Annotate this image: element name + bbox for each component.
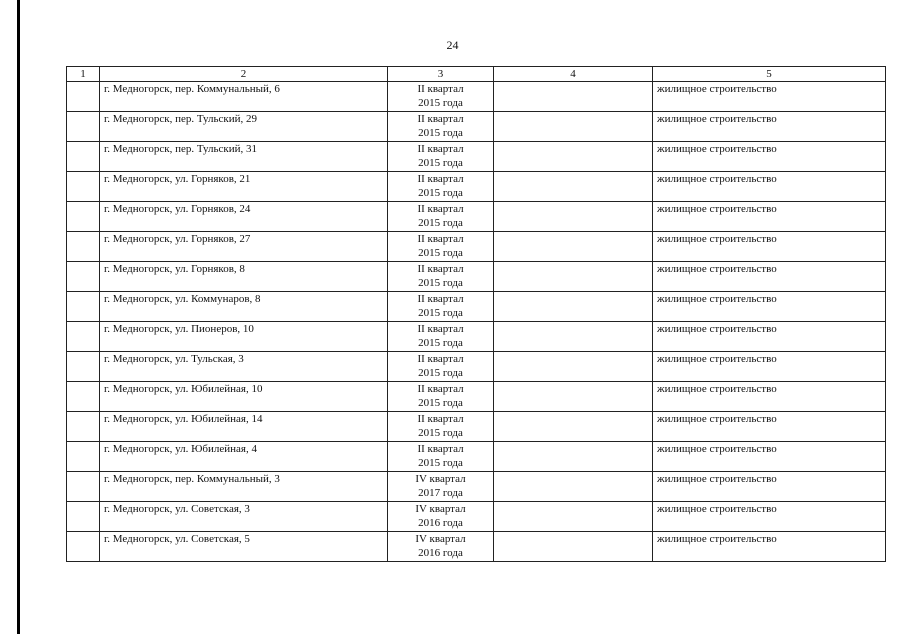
period-year: 2015 года [418, 127, 463, 139]
row-number-cell [67, 262, 100, 292]
period-year: 2015 года [418, 187, 463, 199]
period-cell [388, 142, 494, 172]
column-4-cell [494, 232, 653, 262]
table-row [67, 172, 886, 202]
row-number-cell [67, 142, 100, 172]
period-quarter: IV квартал [415, 473, 466, 485]
period-year: 2015 года [418, 277, 463, 289]
column-header-3: 3 [388, 67, 494, 82]
column-4-cell [494, 112, 653, 142]
column-4-cell [494, 172, 653, 202]
period-cell [388, 472, 494, 502]
purpose-cell: жилищное строительство [653, 262, 886, 292]
table-row [67, 262, 886, 292]
period-quarter: II квартал [417, 173, 464, 185]
period-year: 2015 года [418, 97, 463, 109]
period-quarter: II квартал [417, 413, 464, 425]
address-cell: г. Медногорск, пер. Коммунальный, 3 [100, 472, 388, 502]
row-number-cell [67, 232, 100, 262]
purpose-cell: жилищное строительство [653, 442, 886, 472]
table-body [67, 82, 886, 562]
period-quarter: IV квартал [415, 533, 466, 545]
address-cell: г. Медногорск, ул. Тульская, 3 [100, 352, 388, 382]
address-cell: г. Медногорск, ул. Юбилейная, 4 [100, 442, 388, 472]
row-number-cell [67, 292, 100, 322]
period-year: 2015 года [418, 247, 463, 259]
row-number-cell [67, 352, 100, 382]
address-cell: г. Медногорск, ул. Горняков, 24 [100, 202, 388, 232]
period-cell [388, 262, 494, 292]
period-year: 2015 года [418, 427, 463, 439]
address-cell: г. Медногорск, ул. Горняков, 27 [100, 232, 388, 262]
column-4-cell [494, 352, 653, 382]
period-quarter: II квартал [417, 233, 464, 245]
period-cell [388, 82, 494, 112]
table-row [67, 82, 886, 112]
period-cell [388, 502, 494, 532]
purpose-cell: жилищное строительство [653, 502, 886, 532]
period-year: 2015 года [418, 157, 463, 169]
row-number-cell [67, 532, 100, 562]
row-number-cell [67, 472, 100, 502]
column-4-cell [494, 262, 653, 292]
address-cell: г. Медногорск, ул. Юбилейная, 14 [100, 412, 388, 442]
purpose-cell: жилищное строительство [653, 412, 886, 442]
purpose-cell: жилищное строительство [653, 352, 886, 382]
column-4-cell [494, 412, 653, 442]
table-header-row [67, 67, 886, 82]
column-4-cell [494, 472, 653, 502]
column-header-2: 2 [100, 67, 388, 82]
period-year: 2016 года [418, 517, 463, 529]
row-number-cell [67, 322, 100, 352]
address-cell: г. Медногорск, пер. Коммунальный, 6 [100, 82, 388, 112]
table-row [67, 442, 886, 472]
period-cell [388, 412, 494, 442]
column-4-cell [494, 382, 653, 412]
period-year: 2015 года [418, 457, 463, 469]
row-number-cell [67, 412, 100, 442]
address-cell: г. Медногорск, пер. Тульский, 31 [100, 142, 388, 172]
purpose-cell: жилищное строительство [653, 472, 886, 502]
purpose-cell: жилищное строительство [653, 292, 886, 322]
table-row [67, 352, 886, 382]
period-quarter: II квартал [417, 263, 464, 275]
period-year: 2015 года [418, 307, 463, 319]
period-year: 2015 года [418, 397, 463, 409]
period-quarter: II квартал [417, 293, 464, 305]
column-4-cell [494, 442, 653, 472]
period-quarter: II квартал [417, 443, 464, 455]
column-4-cell [494, 82, 653, 112]
row-number-cell [67, 202, 100, 232]
period-cell [388, 292, 494, 322]
period-quarter: II квартал [417, 203, 464, 215]
period-quarter: II квартал [417, 383, 464, 395]
period-quarter: IV квартал [415, 503, 466, 515]
period-cell [388, 442, 494, 472]
period-quarter: II квартал [417, 83, 464, 95]
period-cell [388, 232, 494, 262]
period-cell [388, 202, 494, 232]
table-row [67, 382, 886, 412]
period-cell [388, 382, 494, 412]
period-cell [388, 112, 494, 142]
table-row [67, 232, 886, 262]
column-header-5: 5 [653, 67, 886, 82]
purpose-cell: жилищное строительство [653, 532, 886, 562]
purpose-cell: жилищное строительство [653, 322, 886, 352]
period-cell [388, 322, 494, 352]
column-4-cell [494, 532, 653, 562]
column-4-cell [494, 322, 653, 352]
address-cell: г. Медногорск, ул. Юбилейная, 10 [100, 382, 388, 412]
period-year: 2016 года [418, 547, 463, 559]
column-header-4: 4 [494, 67, 653, 82]
period-quarter: II квартал [417, 353, 464, 365]
table-row [67, 142, 886, 172]
period-cell [388, 352, 494, 382]
table-row [67, 532, 886, 562]
address-cell: г. Медногорск, ул. Горняков, 21 [100, 172, 388, 202]
purpose-cell: жилищное строительство [653, 202, 886, 232]
period-quarter: II квартал [417, 143, 464, 155]
address-cell: г. Медногорск, ул. Советская, 5 [100, 532, 388, 562]
address-cell: г. Медногорск, ул. Горняков, 8 [100, 262, 388, 292]
purpose-cell: жилищное строительство [653, 172, 886, 202]
table-row [67, 292, 886, 322]
column-header-1: 1 [67, 67, 100, 82]
purpose-cell: жилищное строительство [653, 142, 886, 172]
row-number-cell [67, 172, 100, 202]
period-quarter: II квартал [417, 113, 464, 125]
address-cell: г. Медногорск, ул. Советская, 3 [100, 502, 388, 532]
purpose-cell: жилищное строительство [653, 82, 886, 112]
address-cell: г. Медногорск, ул. Коммунаров, 8 [100, 292, 388, 322]
period-quarter: II квартал [417, 323, 464, 335]
table-row [67, 412, 886, 442]
row-number-cell [67, 82, 100, 112]
page-number: 24 [446, 38, 459, 52]
row-number-cell [67, 382, 100, 412]
purpose-cell: жилищное строительство [653, 112, 886, 142]
period-cell [388, 172, 494, 202]
row-number-cell [67, 112, 100, 142]
period-year: 2015 года [418, 217, 463, 229]
address-cell: г. Медногорск, ул. Пионеров, 10 [100, 322, 388, 352]
period-year: 2015 года [418, 337, 463, 349]
table-row [67, 112, 886, 142]
table-row [67, 202, 886, 232]
row-number-cell [67, 442, 100, 472]
column-4-cell [494, 202, 653, 232]
scan-edge-line [17, 0, 20, 634]
column-4-cell [494, 502, 653, 532]
purpose-cell: жилищное строительство [653, 382, 886, 412]
address-cell: г. Медногорск, пер. Тульский, 29 [100, 112, 388, 142]
table-row [67, 502, 886, 532]
land-plots-table [66, 66, 886, 562]
column-4-cell [494, 292, 653, 322]
table-row [67, 322, 886, 352]
period-year: 2015 года [418, 367, 463, 379]
column-4-cell [494, 142, 653, 172]
row-number-cell [67, 502, 100, 532]
purpose-cell: жилищное строительство [653, 232, 886, 262]
period-cell [388, 532, 494, 562]
table-row [67, 472, 886, 502]
period-year: 2017 года [418, 487, 463, 499]
